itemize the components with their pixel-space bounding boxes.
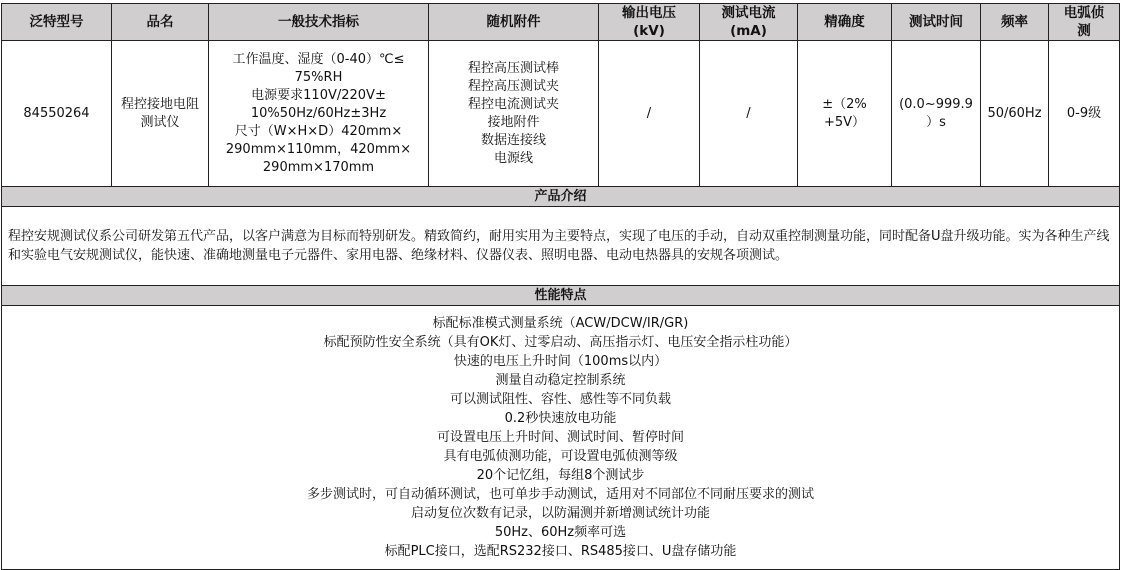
feature-item: 可设置电压上升时间、测试时间、暂停时间	[436, 430, 684, 445]
accuracy-line: ±（2%	[822, 96, 867, 112]
test-time-cell	[892, 41, 981, 187]
feature-item: 启动复位次数有记录，以防漏测并新增测试统计功能	[410, 506, 710, 521]
header-test-current: 测试电流 (mA)	[700, 4, 798, 41]
accessory-item: 程控高压测试夹	[467, 78, 559, 94]
header-row	[2, 4, 1120, 41]
spec-line: 290mm×110mm，420mm×	[225, 141, 412, 157]
features-title: 性能特点	[2, 286, 1120, 306]
accuracy-line: +5V）	[823, 114, 866, 130]
accuracy-cell	[798, 41, 892, 187]
feature-item: 20个记忆组，每组8个测试步	[476, 468, 645, 483]
name-cell	[112, 41, 209, 187]
header-spec: 一般技术指标	[209, 4, 429, 41]
feature-item: 0.2秒快速放电功能	[504, 411, 617, 426]
accessory-item: 电源线	[493, 150, 533, 166]
feature-item: 50Hz、60Hz频率可选	[494, 525, 627, 540]
features-row	[2, 306, 1120, 570]
accessory-item: 程控高压测试棒	[467, 60, 559, 76]
spec-table	[1, 3, 1120, 570]
feature-item: 可以测试阻性、容性、感性等不同负载	[449, 392, 671, 407]
spec-line: 290mm×170mm	[262, 159, 375, 175]
header-accuracy: 精确度	[798, 4, 892, 41]
features-title-row	[2, 286, 1120, 306]
feature-item: 标配预防性安全系统（具有OK灯、过零启动、高压指示灯、电压安全指示柱功能）	[323, 335, 798, 350]
output-voltage-cell: /	[599, 41, 700, 187]
name-line: 程控接地电阻	[120, 96, 199, 112]
product-row	[2, 41, 1120, 187]
accessory-item: 程控电流测试夹	[467, 96, 559, 112]
spec-line: 10%50Hz/60Hz±3Hz	[250, 105, 387, 121]
header-frequency: 频率	[981, 4, 1049, 41]
name-line: 测试仪	[140, 114, 180, 130]
test-current-cell: /	[700, 41, 798, 187]
header-accessories: 随机附件	[429, 4, 599, 41]
spec-line: 工作温度、湿度（0-40）℃≤	[232, 51, 405, 67]
feature-item: 标配标准模式测量系统（ACW/DCW/IR/GR)	[432, 316, 689, 331]
spec-line: 75%RH	[294, 69, 343, 85]
feature-item: 快速的电压上升时间（100ms以内）	[453, 354, 668, 369]
spec-cell	[209, 41, 429, 187]
header-name: 品名	[112, 4, 209, 41]
feature-item: 标配PLC接口，选配RS232接口、RS485接口、U盘存储功能	[384, 544, 737, 559]
frequency-cell: 50/60Hz	[981, 41, 1049, 187]
model-cell: 84550264	[2, 41, 112, 187]
accessories-cell	[429, 41, 599, 187]
accessory-item: 数据连接线	[480, 132, 546, 148]
feature-item: 多步测试时，可自动循环测试，也可单步手动测试，适用对不同部位不同耐压要求的测试	[306, 487, 814, 502]
intro-title-row	[2, 187, 1120, 207]
header-model: 泛特型号	[2, 4, 112, 41]
feature-item: 具有电弧侦测功能，可设置电弧侦测等级	[443, 449, 678, 464]
arc-detect-cell: 0-9级	[1049, 41, 1120, 187]
header-test-time: 测试时间	[892, 4, 981, 41]
header-output-voltage: 输出电压 (kV)	[599, 4, 700, 41]
test-time-line: (0.0~999.9	[899, 96, 973, 112]
accessory-item: 接地附件	[487, 114, 540, 130]
header-arc-detect: 电弧侦 测	[1049, 4, 1120, 41]
test-time-line: ）s	[926, 114, 946, 130]
spec-line: 电源要求110V/220V±	[251, 87, 386, 103]
feature-item: 测量自动稳定控制系统	[495, 373, 626, 388]
features-cell	[2, 306, 1120, 570]
intro-text: 程控安规测试仪系公司研发第五代产品，以客户满意为目标而特别研发。精致简约，耐用实用为主要特点，实现了电压的手动，自动双重控制测量功能，同时配备U盘升级功能。实为各种生产线和实验电气安规测试仪，能快速、准确地测量电子元器件、家用电器、绝缘材料、仪器仪表、照明电器、电动电热器具的安规各项测试。	[2, 207, 1120, 286]
intro-title: 产品介绍	[2, 187, 1120, 207]
spec-line: 尺寸（W×H×D）420mm×	[234, 123, 403, 139]
intro-row	[2, 207, 1120, 286]
